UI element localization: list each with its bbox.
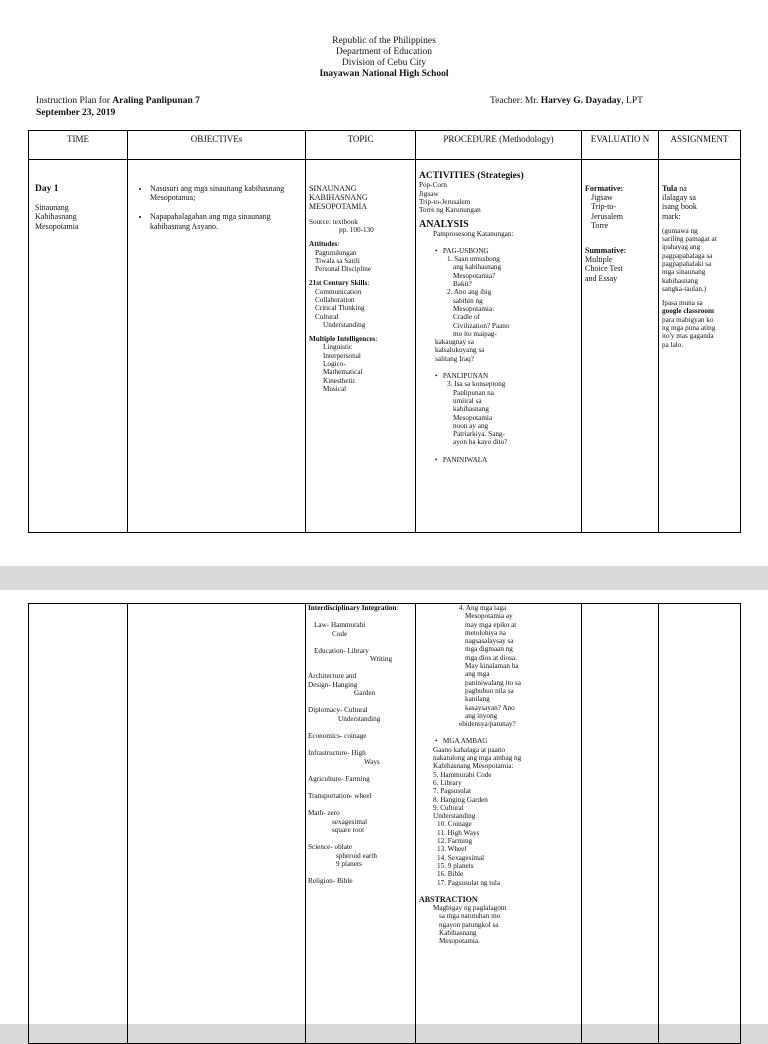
- document-header: [0, 36, 768, 80]
- integration-item: Education- Library Writing: [314, 646, 393, 664]
- col-evaluation: EVALUATIO N: [582, 131, 659, 160]
- bullet-panlipunan: • PANLIPUNAN: [435, 372, 489, 381]
- integration-item: Math- zero sexagesimal square root: [308, 809, 368, 835]
- page-2: [0, 590, 768, 1024]
- table-row: [29, 160, 741, 533]
- google-classroom-label: google classroom: [662, 307, 714, 316]
- assignment-note: (gumawa ng sariling pamagat at ipahayag ang pagpapahalaga sa pagpapahalaki sa mga sinaunang kabihasnang sangka-taulan.): [662, 226, 717, 293]
- formative-item: Jerusalem: [591, 211, 623, 221]
- activity-item: Jigsaw: [419, 189, 439, 198]
- topic-title-line: KABIHASNANG: [309, 193, 368, 203]
- mi-item: Kinesthetic: [323, 376, 356, 385]
- activity-item: Torre ng Karunungan: [419, 206, 481, 215]
- integration-item: Science- oblate spheroid earth 9 planets: [308, 843, 377, 868]
- source-label: Source: textbook: [309, 217, 358, 226]
- mi-item: Interpersonal: [323, 351, 361, 360]
- summative-item: Choice Test: [585, 264, 623, 274]
- skill-item: Critical Thinking: [315, 304, 365, 313]
- list-item: 5. Hammurabi Code: [433, 770, 492, 779]
- time-topic-line: Sinaunang: [35, 203, 69, 213]
- header-division: Division of Cebu City: [341, 58, 427, 68]
- mi-item: Musical: [323, 384, 347, 393]
- assignment-title: Tula na: [662, 184, 687, 193]
- topic-title-line: SINAUNANG: [309, 184, 357, 193]
- list-item: 6. Library: [433, 778, 462, 787]
- list-item: 8. Hanging Garden: [433, 795, 488, 804]
- header-school: Inayawan National High School: [319, 69, 449, 79]
- objectives-cell: [128, 604, 306, 1044]
- table-row: [29, 604, 741, 1044]
- lesson-plan-table: [28, 130, 741, 533]
- topic-cell: SINAUNANG KABIHASNANG MESOPOTAMIA Source: textbook pp. 100-130 Attitudes: Pagtutulungan Tiwala sa Sarili Personal Discipline 21st Century Skills: Communication Collaboration Critical Thinking Cultural Understanding Multiple Intelligences: Linguistic Interpersonal Logico- Mathematical Kinesthetic Musical: [306, 160, 416, 533]
- summative-item: and Essay: [585, 273, 618, 283]
- day-label: Day 1: [35, 184, 59, 194]
- skill-item: Cultural: [315, 312, 339, 321]
- ambag-list: [419, 771, 579, 887]
- formative-label: Formative:: [585, 184, 624, 193]
- activity-item: Pop-Corn: [419, 181, 447, 190]
- abstraction-text: Magbigay ng paglalagom sa mga natutuhan mo ngayon patungkol sa Kabihasnang Mesopotamia.: [433, 904, 507, 946]
- list-item: 7. Pagsusulat: [433, 787, 471, 796]
- attitudes-label: Attitudes: [309, 240, 338, 249]
- bullet-mga-ambag: • MGA AMBAG: [435, 737, 488, 746]
- header-republic: Republic of the Philippines: [332, 36, 436, 46]
- evaluation-cell: [582, 604, 659, 1044]
- topic-cell: Interdisciplinary Integration: Law- Hammurabi Code Education- Library Writing Architecture and Design- Hanging Garden Diplomacy- Cultural Understanding Economics- coinage Infrastructure- High Ways Agriculture- Farming Transportation- wheel Math- zero sexagesimal square root Science- oblate spheroid earth 9 planets Religion- Bible: [306, 604, 416, 1044]
- attitude-item: Tiwala sa Sarili: [315, 256, 360, 265]
- bullet-pag-usbong: • PAG-USBONG: [435, 246, 489, 255]
- list-item: Understanding: [433, 812, 476, 821]
- instruction-plan-line: Instruction Plan for Araling Panlipunan 7: [36, 96, 200, 106]
- integration-item: Economics- coinage: [308, 731, 367, 740]
- interdisciplinary-label: Interdisciplinary Integration: [308, 604, 397, 612]
- submission-note: Ipasa muna sa google classroom para mabigyan ko ng mga puna ating ito'y mas gaganda pa lalo.: [662, 299, 739, 349]
- list-item: 14. Sexagesimal: [437, 853, 485, 862]
- col-topic: TOPIC: [306, 131, 416, 160]
- procedure-cell: [416, 604, 582, 1044]
- summative-label: Summative:: [585, 246, 627, 256]
- evaluation-cell: [582, 160, 659, 533]
- objectives-cell: [128, 160, 306, 533]
- col-assignment: ASSIGNMENT: [659, 131, 741, 160]
- subject-name: Araling Panlipunan 7: [112, 96, 200, 106]
- skill-item: Understanding: [323, 320, 366, 329]
- integration-item: Infrastructure- High Ways: [308, 749, 380, 766]
- topic-title-line: MESOPOTAMIA: [309, 202, 368, 212]
- time-cell: [29, 604, 128, 1044]
- skills-label: 21st Century Skills: [309, 279, 368, 288]
- formative-item: Trip-to-: [591, 202, 617, 212]
- activities-label: ACTIVITIES (Strategies): [419, 171, 524, 181]
- skill-item: Collaboration: [315, 295, 355, 304]
- integration-item: Religion- Bible: [308, 877, 353, 886]
- list-item: 17. Pagsusulat ng tula: [437, 878, 501, 887]
- time-topic-line: Mesopotamia: [35, 221, 79, 231]
- analysis-label: ANALYSIS: [419, 219, 469, 231]
- formative-item: Jigsaw: [591, 193, 613, 203]
- table-header-row: [29, 131, 741, 160]
- time-cell: [29, 160, 128, 533]
- ambag-intro: Gaano kahalaga at paano nakatulong ang mga ambag ng Kabihasnang Mesopotamia:: [433, 745, 522, 771]
- abstraction-label: ABSTRACTION: [419, 894, 478, 904]
- col-procedure: PROCEDURE (Methodology): [416, 131, 582, 160]
- teacher-name: Harvey G. Dayaday: [540, 96, 622, 106]
- integration-item: Diplomacy- Cultural Understanding: [308, 706, 381, 723]
- mi-item: Linguistic: [323, 343, 353, 352]
- question-2: 2. Ano ang ibig sabihin ng Mesopotamia: Cradle of Civilization? Paano mo ito maipag- kakaugnay sa kalsalukuyang sa salitang Iraq?: [435, 288, 510, 363]
- mi-label: Multiple Intelligences: [309, 335, 376, 344]
- list-item: 12. Farming: [437, 837, 473, 846]
- integration-item: Law- Hammurabi Code: [314, 621, 366, 638]
- attitude-item: Personal Discipline: [315, 265, 372, 274]
- col-objectives: OBJECTIVEs: [128, 131, 306, 160]
- list-item: 9. Cultural: [433, 803, 464, 812]
- lesson-plan-table-continued: [28, 603, 741, 1044]
- integration-item: Transportation- wheel: [308, 792, 372, 801]
- objectives-list: [136, 184, 301, 231]
- list-item: 10. Coinage: [437, 820, 472, 829]
- question-3: 3. Isa sa konseptong Panlipunan na umiiral sa kabihasnang Mesopotamia noon ay ang Patriarkiya. Sang- ayon ba kayo dito?: [447, 380, 508, 447]
- skill-item: Communication: [315, 287, 362, 296]
- mi-item: Logico-: [323, 360, 346, 369]
- summative-item: Multiple: [585, 255, 613, 265]
- attitude-item: Pagtutulungan: [315, 248, 357, 257]
- integration-item: Agriculture- Farming: [308, 774, 370, 783]
- plan-date: September 23, 2019: [36, 108, 116, 118]
- analysis-subtitle: Pamprosesong Katanungan:: [433, 229, 514, 238]
- formative-item: Torre: [591, 220, 609, 230]
- activity-item: Trip-to-Jerusalem: [419, 197, 471, 206]
- time-topic-line: Kabihasnang: [35, 212, 77, 222]
- header-department: Department of Education: [335, 47, 433, 57]
- assignment-cell: Tula na ilalagay sa isang book mark: (gumawa ng sariling pamagat at ipahayag ang pagpapahalaga sa pagpapahalaki sa mga sinaunang kabihasnang sangka-taulan.) Ipasa muna sa google classroom para mabigyan ko ng mga puna ating ito'y mas gaganda pa lalo.: [659, 160, 741, 533]
- assignment-cell: [659, 604, 741, 1044]
- list-item: 11. High Ways: [437, 828, 480, 837]
- teacher-line: Teacher: Mr. Harvey G. Dayaday, LPT: [490, 96, 643, 106]
- question-4: 4. Ang mga taga Mesopotamia ay may mga epiko at metolohiya na nagsasalaysay sa mga digmaan ng mga dios at diosa. May kinalaman ba ang mga paniniwalang ito sa pagbubuo nila sa kanilang kasaysayan? Ano ang inyong ebidensya/patunay?: [459, 604, 521, 729]
- mi-item: Mathematical: [323, 368, 363, 377]
- bullet-paniniwala: • PANINIWALA: [435, 455, 488, 464]
- integration-item: Architecture and Design- Hanging Garden: [308, 672, 376, 698]
- question-1: 1. Saan umusbong ang kabihasnang Mesopotamia? Bakit?: [447, 255, 502, 289]
- list-item: 15. 9 planets: [437, 861, 474, 870]
- objective-item: • Nasusuri ang mga sinaunang kabihasnang Mesopotanua;: [150, 184, 301, 202]
- objective-item: • Napapahalagahan ang mga sinaunang kabihasnang Asyano.: [150, 212, 301, 230]
- procedure-cell: [416, 160, 582, 533]
- col-time: TIME: [29, 131, 128, 160]
- source-pages: pp. 100-130: [339, 225, 374, 234]
- list-item: 16. Bible: [437, 870, 464, 879]
- list-item: 13. Wheel: [437, 845, 467, 854]
